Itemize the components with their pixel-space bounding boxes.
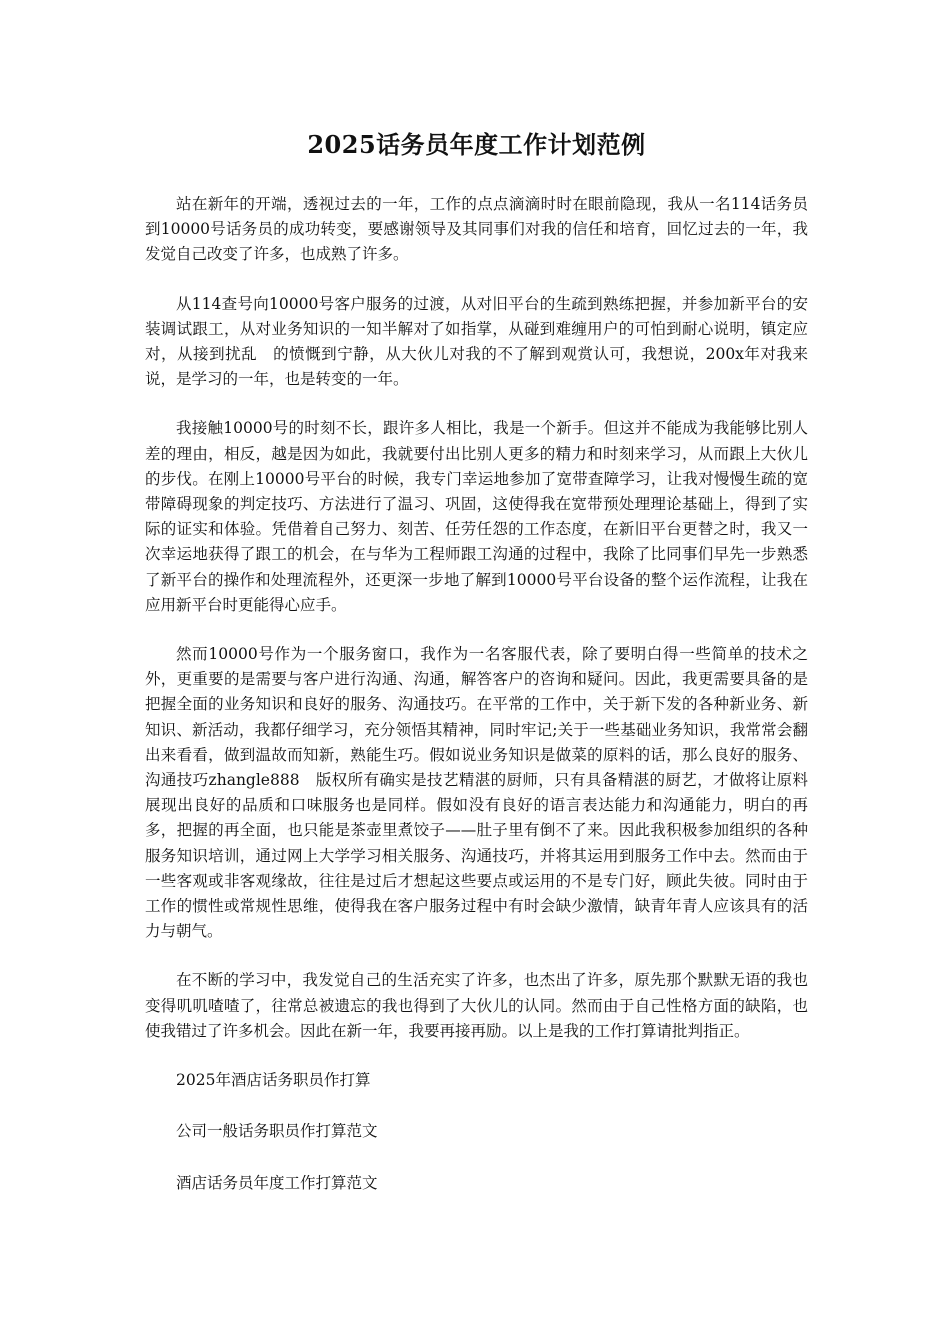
paragraph: 从114查号向10000号客户服务的过渡，从对旧平台的生疏到熟练把握，并参加新平台的安装调试跟工，从对业务知识的一知半解对了如指掌，从碰到难缠用户的可怕到耐心说明，镇定应对，从接到扰乱 的愤慨到宁静，从大伙儿对我的不了解到观赏认可，我想说，200x年对我来说，是学习的一年，也是转变的一年。 bbox=[145, 294, 808, 389]
paragraph: 在不断的学习中，我发觉自己的生活充实了许多，也杰出了许多，原先那个默默无语的我也变得叽叽喳喳了，往常总被遗忘的我也得到了大伙儿的认同。然而由于自己性格方面的缺陷，也使我错过了许多机会。因此在新一年，我要再接再励。以上是我的工作打算请批判指正。 bbox=[145, 971, 808, 1040]
document-title: 2025话务员年度工作计划范例 bbox=[307, 130, 646, 159]
related-link[interactable]: 2025年酒店话务职员作打算 bbox=[176, 1071, 371, 1090]
paragraph: 然而10000号作为一个服务窗口，我作为一名客服代表，除了要明白得一些简单的技术之外，更重要的是需要与客户进行沟通、沟通，解答客户的咨询和疑问。因此，我更需要具备的是把握全面的业务知识和良好的服务、沟通技巧。在平常的工作中，关于新下发的各种新业务、新知识、新活动，我都仔细学习，充分领悟其精神，同时牢记;关于一些基础业务知识，我常常会翻出来看看，做到温故而知新，熟能生巧。假如说业务知识是做菜的原料的话，那么良好的服务、沟通技巧zhangle888 版权所有确实是技艺精湛的厨师，只有具备精湛的厨艺，才做将让原料展现出良好的品质和口味服务也是同样。假如没有良好的语言表达能力和沟通能力，明白的再多，把握的再全面，也只能是茶壶里煮饺子——肚子里有倒不了来。因此我积极参加组织的各种服务知识培训，通过网上大学学习相关服务、沟通技巧，并将其运用到服务工作中去。然而由于一些客观或非客观缘故，往往是过后才想起这些要点或运用的不是专门好，顾此失彼。同时由于工作的惯性或常规性思维，使得我在客户服务过程中有时会缺少激情，缺青年青人应该具有的活力与朝气。 bbox=[145, 645, 808, 941]
related-link[interactable]: 酒店话务员年度工作打算范文 bbox=[176, 1173, 378, 1192]
paragraph: 我接触10000号的时刻不长，跟许多人相比，我是一个新手。但这并不能成为我能够比别人差的理由，相反，越是因为如此，我就要付出比别人更多的精力和时刻来学习，从而跟上大伙儿的步伐。在刚上10000号平台的时候，我专门幸运地参加了宽带查障学习，让我对慢慢生疏的宽带障碍现象的判定技巧、方法进行了温习、巩固，这使得我在宽带预处理理论基础上，得到了实际的证实和体验。凭借着自己努力、刻苦、任劳任怨的工作态度，在新旧平台更替之时，我又一次幸运地获得了跟工的机会，在与华为工程师跟工沟通的过程中，我除了比同事们早先一步熟悉了新平台的操作和处理流程外，还更深一步地了解到10000号平台设备的整个运作流程，让我在应用新平台时更能得心应手。 bbox=[145, 419, 808, 614]
paragraph: 站在新年的开端，透视过去的一年，工作的点点滴滴时时在眼前隐现，我从一名114话务员到10000号话务员的成功转变，要感谢领导及其同事们对我的信任和培育，回忆过去的一年，我发觉自己改变了许多，也成熟了许多。 bbox=[145, 195, 808, 264]
related-link[interactable]: 公司一般话务职员作打算范文 bbox=[176, 1122, 378, 1141]
document-page bbox=[145, 128, 808, 1222]
